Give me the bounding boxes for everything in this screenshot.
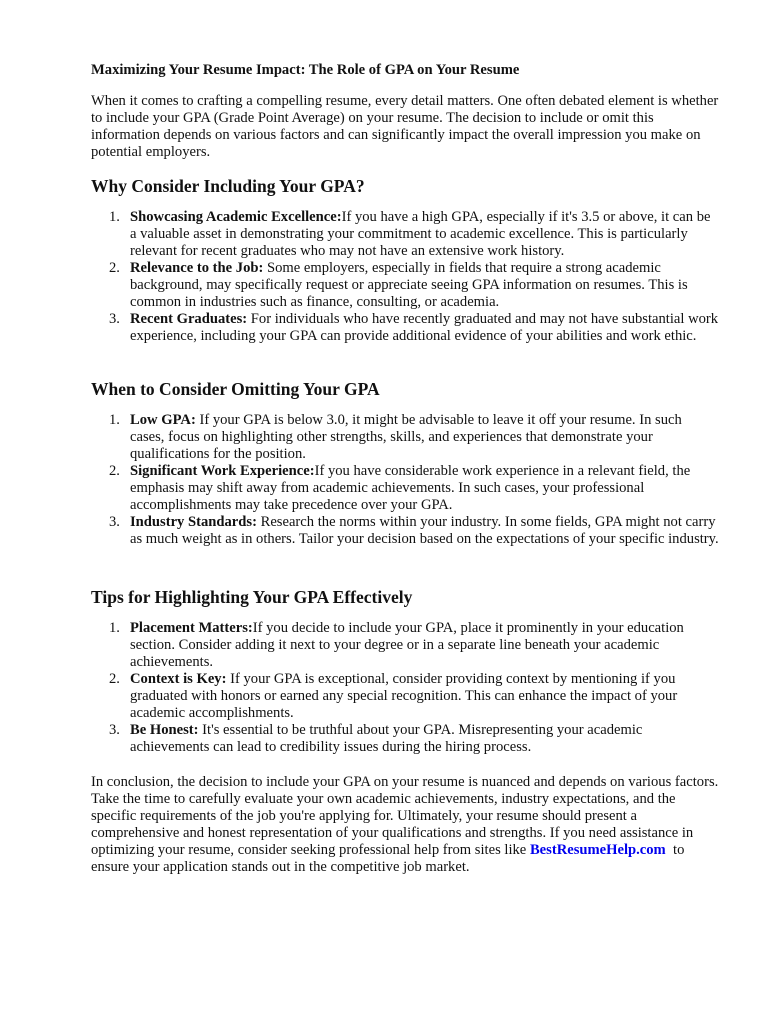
- item-label: Placement Matters:: [130, 620, 253, 636]
- item-label: Recent Graduates:: [130, 311, 248, 327]
- list-item: [91, 463, 719, 514]
- item-label: Context is Key:: [130, 671, 227, 687]
- section-tips: [91, 587, 719, 756]
- item-text: Some employers, especially in fields that require a strong academic background, may specifically request or appreciate seeing GPA information on resumes. This is common in industries such as finance, consulting, or academia.: [130, 260, 688, 310]
- section-heading: Tips for Highlighting Your GPA Effectively: [91, 587, 413, 607]
- conclusion-text: In conclusion, the decision to include your GPA on your resume is nuanced and depends on various factors. Take the time to carefully evaluate your own academic achievements, industry expectations, and the specific requirements of the job you're applying for. Ultimately, your resume should present a comprehensive and honest representation of your qualifications and strengths. If you need assistance in optimizing your resume, consider seeking professional help from sites like: [91, 774, 719, 858]
- item-text: For individuals who have recently graduated and may not have substantial work experience, including your GPA can provide additional evidence of your abilities and work ethic.: [130, 311, 719, 344]
- item-text: If you have a high GPA, especially if it's 3.5 or above, it can be a valuable asset in demonstrating your commitment to academic excellence. This is particularly relevant for recent graduates who may not have an extensive work history.: [130, 209, 711, 259]
- item-text: If your GPA is below 3.0, it might be advisable to leave it off your resume. In such cases, focus on highlighting other strengths, skills, and experiences that demonstrate your qualifications for the position.: [130, 412, 682, 462]
- item-label: Significant Work Experience:: [130, 463, 315, 479]
- list-item: [91, 311, 719, 345]
- item-text: If you have considerable work experience in a relevant field, the emphasis may shift away from academic achievements. In such cases, your professional accomplishments may take precedence over your GPA.: [130, 463, 691, 513]
- item-label: Be Honest:: [130, 722, 199, 738]
- section-heading: Why Consider Including Your GPA?: [91, 176, 365, 196]
- section-omitting: [91, 379, 719, 548]
- item-text: Research the norms within your industry. In some fields, GPA might not carry as much weight as in others. Tailor your decision based on the expectations of your specific industry.: [130, 514, 719, 547]
- list-number: 1.: [109, 412, 120, 428]
- list-number: 2.: [109, 463, 120, 479]
- item-label: Relevance to the Job:: [130, 260, 264, 276]
- conclusion-paragraph: [91, 774, 719, 876]
- list-item: [91, 722, 719, 756]
- list-item: [91, 620, 719, 671]
- best-resume-help-link[interactable]: BestResumeHelp.com: [529, 842, 666, 858]
- list-number: 1.: [109, 620, 120, 636]
- list-number: 3.: [109, 722, 120, 738]
- item-label: Industry Standards:: [130, 514, 257, 530]
- list-number: 3.: [109, 514, 120, 530]
- list-number: 1.: [109, 209, 120, 225]
- list-item: [91, 260, 719, 311]
- list-item: [91, 412, 719, 463]
- list-number: 2.: [109, 260, 120, 276]
- item-label: Low GPA:: [130, 412, 196, 428]
- conclusion-after: to ensure your application stands out in the competitive job market.: [91, 842, 689, 875]
- item-text: If you decide to include your GPA, place it prominently in your education section. Consider adding it next to your degree or in a separate line beneath your academic achievements.: [130, 620, 684, 670]
- section-including: [91, 176, 719, 345]
- item-text: It's essential to be truthful about your GPA. Misrepresenting your academic achievements can lead to credibility issues during the hiring process.: [130, 722, 643, 755]
- section-heading: When to Consider Omitting Your GPA: [91, 379, 380, 399]
- item-label: Showcasing Academic Excellence:: [130, 209, 342, 225]
- intro-paragraph: When it comes to crafting a compelling resume, every detail matters. One often debated element is whether to include your GPA (Grade Point Average) on your resume. The decision to include or omit this information depends on various factors and can significantly impact the overall impression you make on potential employers.: [91, 93, 719, 160]
- document-title: Maximizing Your Resume Impact: The Role of GPA on Your Resume: [91, 62, 520, 78]
- list-item: [91, 209, 719, 260]
- item-text: If your GPA is exceptional, consider providing context by mentioning if you graduated with honors or earned any special recognition. This can enhance the impact of your academic accomplishments.: [130, 671, 678, 721]
- list-number: 2.: [109, 671, 120, 687]
- list-item: [91, 671, 719, 722]
- list-number: 3.: [109, 311, 120, 327]
- list-item: [91, 514, 719, 548]
